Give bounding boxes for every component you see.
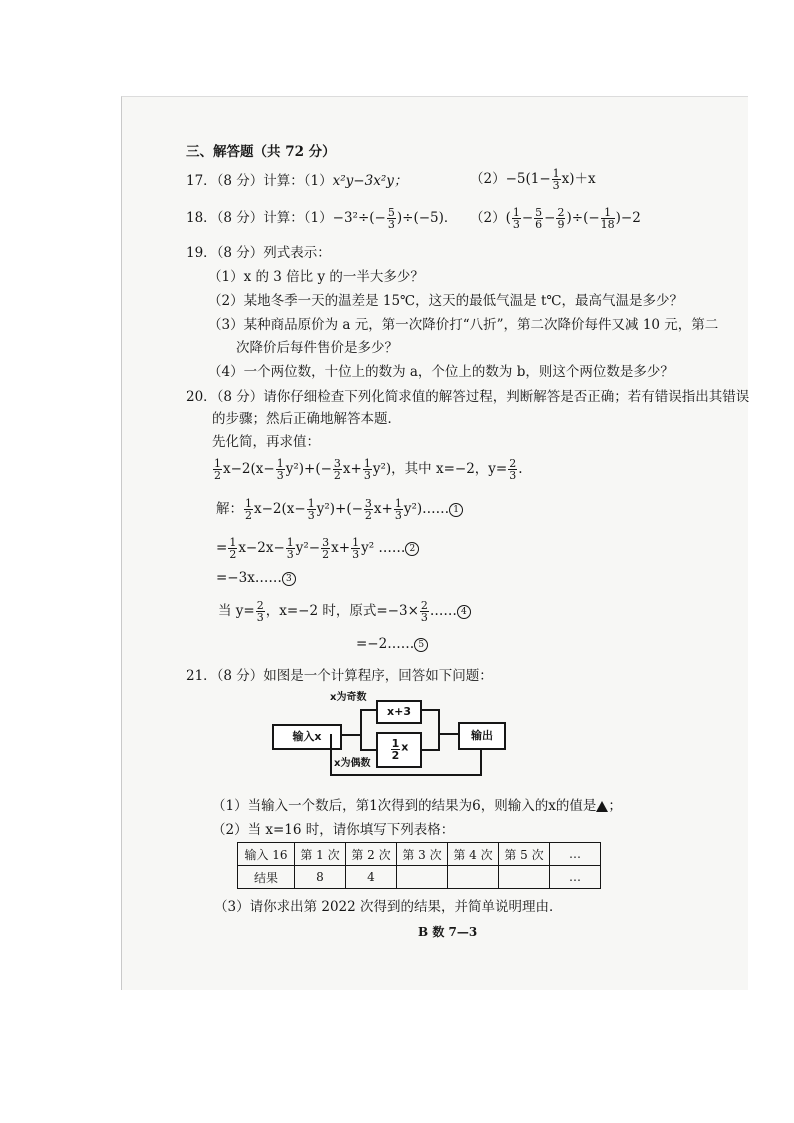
flow-plus3-box: x+3: [376, 700, 422, 724]
question-21-part-1: （1）当输入一个数后，第1次得到的结果为6，则输入的x的值是 ；: [212, 798, 622, 814]
flow-line: [360, 709, 376, 711]
question-20: 20．（8 分）请你仔细检查下列化简求值的解答过程，判断解答是否正确；若有错误指出其错误: [186, 389, 750, 405]
question-19-item-2: （2）某地冬季一天的温差是 15℃，这天的最低气温是 t℃，最高气温是多少？: [208, 293, 683, 309]
question-19-item-1: （1）x 的 3 倍比 y 的一半大多少？: [208, 269, 424, 285]
section-title: 三、解答题（共 72 分）: [186, 144, 336, 160]
flow-line: [342, 734, 360, 736]
question-18: 18．（8 分）计算：（1）−3²÷(− $\frac{5}{3}$ )÷(−5)．: [186, 206, 458, 231]
fraction: $\frac{5}{3}$: [387, 206, 395, 231]
question-21: 21．（8 分）如图是一个计算程序，回答如下问题：: [186, 668, 493, 684]
table-row: 输入 16 第 1 次 第 2 次 第 3 次 第 4 次 第 5 次 …: [238, 843, 601, 866]
step-marker: 1: [449, 503, 463, 517]
flow-line: [420, 709, 440, 711]
fraction: $\frac{1}{3}$: [552, 167, 560, 192]
flowchart: [268, 688, 508, 780]
fraction: $\frac{3}{2}$: [364, 497, 372, 522]
flow-line: [438, 709, 440, 751]
question-20-cont: 的步骤；然后正确地解答本题．: [212, 411, 401, 427]
fraction: $\frac{1}{3}$: [363, 457, 371, 482]
step-marker: 4: [457, 605, 471, 619]
question-19-item-3-cont: 次降价后每件售价是多少？: [236, 340, 398, 356]
flow-half-box: $\frac{1}{2}$ x: [376, 732, 422, 768]
question-20-intro: 先化简，再求值：: [212, 434, 320, 450]
fraction: $\frac{2}{3}$: [256, 599, 264, 624]
fraction: $\frac{3}{2}$: [322, 536, 330, 561]
question-18-part-2: （2）( $\frac{1}{3}$ − $\frac{5}{6}$ − $\frac{2}{9}$ )÷(− $\frac{1}{18}$ )−2: [470, 206, 641, 231]
solution-step-5: =−2…… 5: [356, 636, 428, 653]
fraction: $\frac{2}{3}$: [509, 457, 517, 482]
flow-line: [360, 749, 376, 751]
fraction: $\frac{1}{3}$: [286, 536, 294, 561]
question-17: 17．（8 分）计算：（1）x²y−3x²y；: [186, 173, 408, 189]
flow-line: [420, 749, 440, 751]
solution-step-1: 解： $\frac{1}{2}$ x−2(x− $\frac{1}{3}$ y²)+(− $\frac{3}{2}$ x+ $\frac{1}{3}$ y²)…… 1: [216, 498, 463, 521]
question-19-item-4: （4）一个两位数，十位上的数为 a，个位上的数为 b，则这个两位数是多少？: [208, 364, 674, 380]
question-21-part-2: （2）当 x=16 时，请你填写下列表格：: [212, 822, 455, 838]
fraction: $\frac{1}{3}$: [394, 497, 402, 522]
fraction: $\frac{1}{3}$: [276, 457, 284, 482]
solution-step-4: 当 y= $\frac{2}{3}$ ，x=−2 时，原式=−3× $\frac{2}{3}$ …… 4: [218, 600, 471, 623]
question-17-part-2: （2）−5(1− $\frac{1}{3}$ x)＋x: [470, 167, 596, 192]
flow-output-box: 输出: [458, 722, 506, 750]
flow-odd-label: x为奇数: [330, 692, 367, 703]
fraction: $\frac{1}{3}$: [352, 536, 360, 561]
flow-line: [480, 748, 482, 776]
table-row: 结果 8 4 …: [238, 866, 601, 889]
fraction: $\frac{3}{2}$: [333, 457, 341, 482]
page-footer: B 数 7—3: [418, 925, 478, 939]
fraction: $\frac{5}{6}$: [535, 206, 543, 231]
fraction: $\frac{1}{2}$: [245, 497, 252, 522]
fraction: $\frac{2}{3}$: [420, 599, 428, 624]
flow-line: [330, 734, 332, 776]
question-19-item-3: （3）某种商品原价为 a 元，第一次降价打“八折”，第二次降价每件又减 10 元，第二: [208, 317, 719, 333]
fraction: $\frac{1}{2}$: [229, 536, 237, 561]
question-20-expression: $\frac{1}{2}$ x−2(x− $\frac{1}{3}$ y²)+(− $\frac{3}{2}$ x+ $\frac{1}{3}$ y²)，其中 x=−2，y= $\frac{2}{3}$ .: [214, 457, 523, 482]
fraction: $\frac{1}{2}$: [214, 457, 221, 482]
fraction: $\frac{1}{18}$: [600, 206, 615, 231]
flow-even-label: x为偶数: [334, 758, 371, 769]
solution-step-2: = $\frac{1}{2}$ x−2x− $\frac{1}{3}$ y²− $\frac{3}{2}$ x+ $\frac{1}{3}$ y² …… 2: [216, 537, 419, 560]
fraction: $\frac{1}{3}$: [512, 206, 520, 231]
flow-line: [438, 733, 458, 735]
step-marker: 3: [282, 572, 296, 586]
question-19: 19．（8 分）列式表示：: [186, 245, 331, 261]
triangle-icon: [596, 801, 608, 812]
flow-line: [360, 709, 362, 751]
fraction: $\frac{1}{3}$: [307, 497, 315, 522]
result-table: [237, 842, 601, 889]
fraction: $\frac{2}{9}$: [557, 206, 565, 231]
flow-line: [330, 774, 482, 776]
step-marker: 5: [414, 638, 428, 652]
question-21-part-3: （3）请你求出第 2022 次得到的结果，并简单说明理由．: [214, 899, 563, 915]
solution-step-3: =−3x…… 3: [216, 570, 296, 587]
step-marker: 2: [405, 542, 419, 556]
flow-input-box: 输入x: [272, 724, 342, 750]
